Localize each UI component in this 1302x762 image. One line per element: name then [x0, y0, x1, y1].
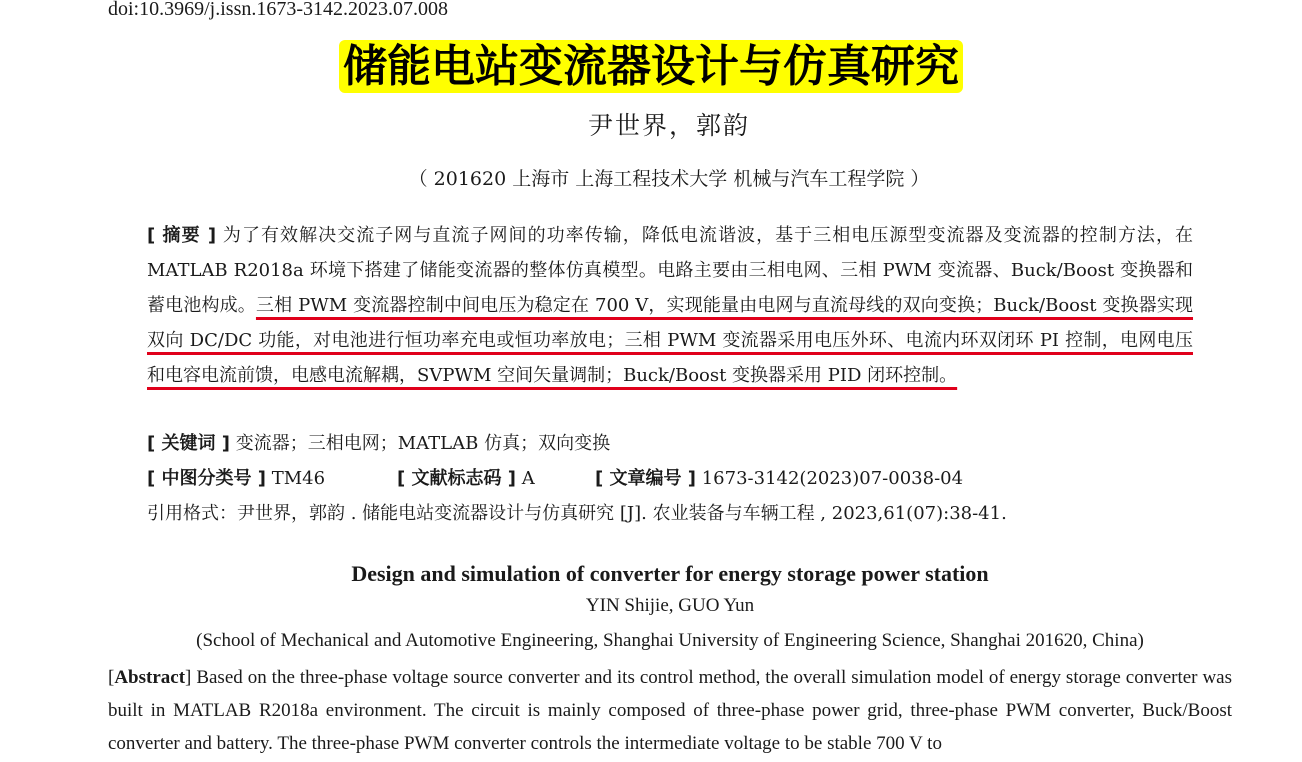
chinese-authors: 尹世界，郭韵 [587, 111, 750, 140]
chinese-abstract [147, 218, 1193, 393]
citation-format: 引用格式：尹世界，郭韵 . 储能电站变流器设计与仿真研究 [J]. 农业装备与车辆工程 , 2023,61(07):38-41. [147, 503, 1007, 524]
english-abstract [108, 661, 1232, 760]
clc-label: [ 中图分类号 ] [147, 468, 266, 489]
article-no-value: 1673-3142(2023)07-0038-04 [696, 468, 964, 489]
doc-code-label: [ 文献标志码 ] [397, 468, 516, 489]
abstract-text: 为了有效解决交流子网与直流子网间的功率传输，降低电流谐波，基于三相电压源型变流器及变流器的控制方法，在 MATLAB R2018a 环境下搭建了储能变流器的整体仿真模型。电路主要由三相电网、三相 PWM 变流器、Buck/Boost 变换器和蓄电池构成。 [147, 225, 1193, 316]
article-no-label: [ 文章编号 ] [595, 468, 696, 489]
keywords-text: 变流器；三相电网；MATLAB 仿真；双向变换 [230, 433, 611, 454]
classification-row [147, 464, 963, 494]
keywords-label: [ 关键词 ] [147, 433, 230, 454]
english-abstract-text: Based on the three-phase voltage source converter and its control method, the overall simulation model of energy storage converter was built in MATLAB R2018a environment. The circuit is mainly composed of three-phase power grid, three-phase PWM converter, Buck/Boost converter and battery. The three-phase PWM converter controls the intermediate voltage to be stable 700 V to [108, 667, 1232, 754]
abstract-label: [ 摘要 ] [147, 225, 217, 246]
english-authors: YIN Shijie, GUO Yun [585, 595, 755, 616]
article-number [595, 464, 963, 494]
chinese-affiliation: （ 201620 上海市 上海工程技术大学 机械与汽车工程学院 ） [408, 168, 930, 190]
keywords-row [147, 429, 610, 459]
english-affiliation: (School of Mechanical and Automotive Engineering, Shanghai University of Engineering Science, Shanghai 201620, China) [196, 630, 1144, 651]
abstract-bracket-close: ] [185, 667, 192, 688]
clc-value: TM46 [266, 468, 326, 489]
abstract-underlined-text: 三相 PWM 变流器控制中间电压为稳定在 700 V，实现能量由电网与直流母线的双向变换；Buck/Boost 变换器实现双向 DC/DC 功能，对电池进行恒功率充电或恒功率放电；三相 PWM 变流器采用电压外环、电流内环双闭环 PI 控制，电网电压和电容电流前馈，电感电流解耦，SVPWM 空间矢量调制；Buck/Boost 变换器采用 PID 闭环控制。 [147, 295, 1194, 386]
title-container [0, 40, 1302, 93]
doc-code-value: A [516, 468, 535, 489]
doi: doi:10.3969/j.issn.1673-3142.2023.07.008 [108, 0, 449, 20]
abstract-bracket-open: [ [108, 667, 115, 688]
english-abstract-label: Abstract [114, 667, 186, 688]
document-code [397, 464, 595, 494]
english-title: Design and simulation of converter for energy storage power station [351, 561, 989, 586]
clc-number [147, 464, 397, 494]
chinese-title-highlighted: 储能电站变流器设计与仿真研究 [339, 40, 963, 93]
